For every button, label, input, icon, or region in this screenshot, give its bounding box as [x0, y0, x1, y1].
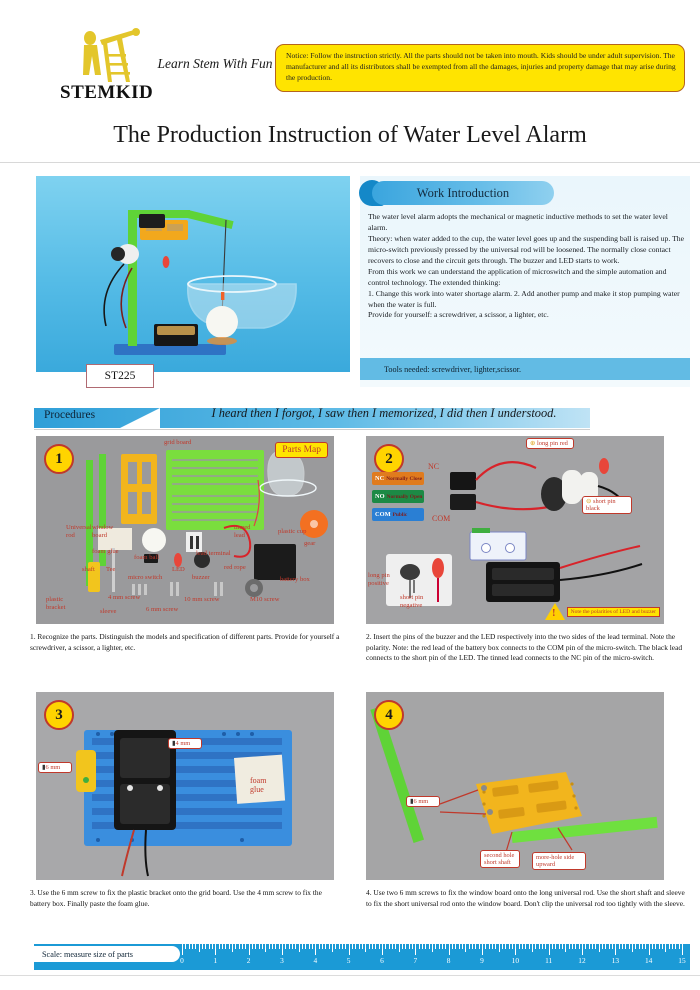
ruler-tick-minor — [609, 944, 610, 949]
ruler-tick-minor — [329, 944, 330, 949]
label-long-pin-red: ⊕ long pin red — [526, 438, 574, 449]
step-4-photo — [366, 692, 664, 880]
procedures-label: Procedures — [44, 409, 96, 421]
ruler-tick-minor — [342, 944, 343, 949]
ruler-tick-minor — [642, 944, 643, 949]
ruler-tick-major — [415, 944, 416, 955]
ruler-tick-minor — [239, 944, 240, 949]
step-2-number: 2 — [374, 444, 404, 474]
label-foam-ball: foam ball — [134, 554, 160, 561]
ruler-tick-major — [215, 944, 216, 955]
label-4mm-screw-step3-text: 4 mm — [175, 740, 191, 747]
ruler-tick-minor — [469, 944, 470, 949]
ruler-tick-minor — [225, 944, 226, 949]
ruler-tick-minor — [412, 944, 413, 949]
label-more-hole-side-upward: more-hole side upward — [532, 852, 586, 870]
ruler-tick-minor — [429, 944, 430, 949]
ruler-tick-minor — [385, 944, 386, 949]
ruler-tick-minor — [575, 944, 576, 949]
ruler-tick-label: 5 — [346, 956, 351, 965]
label-buzzer: buzzer — [192, 574, 210, 581]
ruler-tick-minor — [599, 944, 600, 952]
ruler-tick-minor — [502, 944, 503, 949]
ruler-tick-minor — [235, 944, 236, 949]
page-title: The Production Instruction of Water Level Alarm — [113, 122, 587, 148]
ruler-tick-minor — [532, 944, 533, 952]
step-3-caption: 3. Use the 6 mm screw to fix the plastic bracket onto the grid board. Use the 4 mm screw to fix the battery box. Finally paste the foam glue. — [30, 888, 322, 908]
ruler-tick-major — [182, 944, 183, 955]
ruler-tick-minor — [325, 944, 326, 949]
ruler-tick-label: 12 — [578, 956, 586, 965]
ruler-tick-minor — [409, 944, 410, 949]
ruler-tick-minor — [425, 944, 426, 949]
chip-no-text: Normally Open — [386, 493, 423, 500]
label-second-hole-short-shaft: second hole short shaft — [480, 850, 520, 868]
label-6mm-screw-step4-text: 6 mm — [413, 798, 429, 805]
ruler-tick-minor — [435, 944, 436, 949]
ruler-tick-minor — [365, 944, 366, 952]
ruler-tick-major — [549, 944, 550, 955]
ruler-tick-minor — [472, 944, 473, 949]
ruler-tick-minor — [612, 944, 613, 949]
ruler-tick-minor — [355, 944, 356, 949]
step-3-number: 3 — [44, 700, 74, 730]
ruler-tick-minor — [492, 944, 493, 949]
ruler-tick-minor — [265, 944, 266, 952]
ruler-tick-minor — [262, 944, 263, 949]
label-plastic-bracket: plastic bracket — [46, 596, 66, 611]
ruler-tick-minor — [299, 944, 300, 952]
chip-nc-text: Normally Close — [386, 475, 423, 482]
intro-paragraph-3: From this work we can understand the application of microswitch and the simple automation and control technology. The extended thinking: — [368, 266, 667, 287]
ruler-tick-minor — [309, 944, 310, 949]
ruler-tick-minor — [375, 944, 376, 949]
ruler-tick-major — [482, 944, 483, 955]
label-com-wire: COM — [432, 514, 451, 523]
ruler-tick-major — [649, 944, 650, 955]
ruler-tick-label: 2 — [246, 956, 251, 965]
label-6mm-screw-step4: ▮6 mm — [406, 796, 440, 807]
ruler-tick-minor — [359, 944, 360, 949]
ruler-tick-major — [282, 944, 283, 955]
warning-triangle-icon — [545, 603, 565, 620]
ruler-tick-minor — [272, 944, 273, 949]
chip-com — [372, 508, 424, 521]
ruler-tick-minor — [512, 944, 513, 949]
intro-paragraph-2: Theory: when water added to the cup, the water level goes up and the suspending ball is raised up. The micro-switch previously pressed by the universal rod will be loosened. The normally close contact recovers to close and the circuit gets through. The buzzer and LED starts to work. — [368, 233, 685, 265]
ruler-tick-minor — [245, 944, 246, 949]
ruler-tick-minor — [269, 944, 270, 949]
label-6mm-screw-step3: ▮6 mm — [38, 762, 72, 773]
ruler-tick-minor — [219, 944, 220, 949]
ruler-tick-minor — [665, 944, 666, 952]
ruler-tick-minor — [335, 944, 336, 949]
ruler-tick-minor — [679, 944, 680, 949]
label-grid-board: grid board — [164, 439, 192, 446]
ruler-tick-label: 10 — [511, 956, 520, 965]
ruler-tick-minor — [195, 944, 196, 949]
ruler-tick-minor — [645, 944, 646, 949]
model-code-badge: ST225 — [86, 364, 154, 388]
procedures-divider — [34, 429, 590, 430]
ruler-tick-minor — [242, 944, 243, 949]
label-lead-terminal: lead terminal — [196, 550, 231, 557]
telescope-observer-icon — [70, 26, 156, 84]
ruler-tick-major — [515, 944, 516, 955]
header-divider — [0, 162, 700, 163]
label-led: LED — [172, 566, 185, 573]
ruler-tick-minor — [632, 944, 633, 952]
label-foam-glue: foam glue — [92, 548, 119, 555]
ruler-tick-label: 1 — [213, 956, 218, 965]
step-2-photo — [366, 436, 664, 624]
ruler-tick-minor — [302, 944, 303, 949]
label-foam-glue-step3: foam glue — [250, 776, 267, 795]
ruler-tick-minor — [655, 944, 656, 949]
ruler-tick-minor — [585, 944, 586, 949]
ruler-tick-minor — [672, 944, 673, 949]
work-introduction-heading: Work Introduction — [372, 181, 554, 205]
ruler-tick-minor — [199, 944, 200, 952]
ruler-tick-minor — [222, 944, 223, 949]
step-1-photo — [36, 436, 334, 624]
chip-no — [372, 490, 424, 503]
ruler-tick-minor — [535, 944, 536, 949]
ruler-tick-minor — [659, 944, 660, 949]
ruler-tick-minor — [445, 944, 446, 949]
label-short-pin-black: ⊖ short pin black — [582, 496, 632, 514]
ruler-tick-minor — [292, 944, 293, 949]
ruler-tick-minor — [569, 944, 570, 949]
label-6mm-screw-step3-text: 6 mm — [45, 764, 61, 771]
ruler-tick-minor — [675, 944, 676, 949]
ruler-tick-minor — [339, 944, 340, 949]
ruler-tick-minor — [542, 944, 543, 949]
ruler-tick-major — [315, 944, 316, 955]
ruler-tick-label: 3 — [280, 956, 284, 965]
ruler-tick-minor — [185, 944, 186, 949]
ruler-tick-minor — [462, 944, 463, 949]
ruler-tick-minor — [559, 944, 560, 949]
step-2-caption: 2. Insert the pins of the buzzer and the LED respectively into the two sides of the lead terminal. Note the polarity. Note: the red lead of the battery box connects to the COM pin of the micro-switch. The black lead connects to the short pin of the LED. The tinned lead connects to the NC pin of the micro-switch. — [366, 632, 683, 663]
ruler-tick-minor — [319, 944, 320, 949]
ruler-tick-minor — [389, 944, 390, 949]
ruler-tick-label: 4 — [313, 956, 318, 965]
ruler-tick-minor — [652, 944, 653, 949]
ruler-tick-minor — [295, 944, 296, 949]
ruler-tick-minor — [402, 944, 403, 949]
ruler-tick-minor — [465, 944, 466, 952]
label-tinned-lead: tinned lead — [234, 524, 251, 539]
ruler-tick-minor — [602, 944, 603, 949]
label-sleeve: sleeve — [100, 608, 117, 615]
ruler-tick-minor — [395, 944, 396, 949]
tools-needed-bar: Tools needed: screwdriver, lighter,scissor. — [360, 358, 690, 380]
ruler-tick-minor — [592, 944, 593, 949]
ruler-tick-minor — [369, 944, 370, 949]
label-window-board: window board — [92, 524, 114, 539]
intro-paragraph-4: 1. Change this work into water shortage alarm. 2. Add another pump and make it stop pumping water when the water is full. — [368, 288, 680, 309]
ruler-tick-major — [249, 944, 250, 955]
ruler-tick-minor — [639, 944, 640, 949]
chip-com-code: COM — [375, 511, 391, 518]
ruler-tick-minor — [499, 944, 500, 952]
label-long-pin-positive: long pin positive — [368, 572, 390, 587]
ruler-tick-minor — [459, 944, 460, 949]
intro-paragraph-5: Provide for yourself: a screwdriver, a scissor, a lighter, etc. — [368, 310, 549, 320]
step-4-caption: 4. Use two 6 mm screws to fix the window board onto the long universal rod. Use the short shaft and sleeve to fix the short universal rod onto the window board. Don't clip the universal rod too tightly with the sleeve. — [366, 888, 685, 908]
ruler-tick-label: 13 — [611, 956, 620, 965]
ruler-tick-minor — [522, 944, 523, 949]
ruler-tick-minor — [252, 944, 253, 949]
ruler-tick-minor — [565, 944, 566, 952]
water-level-alarm-illustration — [36, 176, 350, 372]
label-universal-rod: Universal rod — [66, 524, 92, 539]
intro-paragraph-1: The water level alarm adopts the mechanical or magnetic inductive methods to set the water level alarm. — [368, 212, 668, 232]
ruler-tick-label: 7 — [413, 956, 418, 965]
ruler-tick-major — [382, 944, 383, 955]
safety-notice — [275, 44, 685, 92]
ruler-tick-minor — [192, 944, 193, 949]
label-plastic-cup: plastic cup — [278, 528, 307, 535]
ruler-tick-minor — [495, 944, 496, 949]
ruler-tick-label: 6 — [380, 956, 384, 965]
hero-product-photo — [36, 176, 350, 382]
label-short-pin-black-text: short pin black — [586, 498, 616, 513]
ruler-tick-minor — [212, 944, 213, 949]
ruler-tick-major — [349, 944, 350, 955]
ruler-tick-minor — [322, 944, 323, 949]
ruler-tick-minor — [509, 944, 510, 949]
label-10mm-screw: 10 mm screw — [184, 596, 220, 603]
ruler-tick-minor — [439, 944, 440, 949]
ruler-tick-minor — [619, 944, 620, 949]
ruler-tick-minor — [275, 944, 276, 949]
ruler-tick-minor — [629, 944, 630, 949]
ruler-tick-label: 15 — [678, 956, 686, 965]
ruler-tick-minor — [279, 944, 280, 949]
ruler-tick-minor — [229, 944, 230, 949]
label-shaft: shaft — [82, 566, 95, 573]
label-long-pin-red-text: long pin red — [536, 440, 568, 447]
ruler-tick-label: 8 — [446, 956, 451, 965]
work-introduction-body — [368, 212, 688, 321]
label-gear: gear — [304, 540, 316, 547]
ruler-tick-minor — [555, 944, 556, 949]
ruler-tick-minor — [305, 944, 306, 949]
scale-label: Scale: measure size of parts — [34, 946, 180, 962]
ruler-tick-minor — [432, 944, 433, 952]
ruler-tick-minor — [485, 944, 486, 949]
bracket-assembly-illustration — [36, 692, 334, 880]
footer-divider — [0, 975, 700, 976]
ruler-tick-minor — [455, 944, 456, 949]
ruler-tick-minor — [442, 944, 443, 949]
ruler-tick-minor — [392, 944, 393, 949]
label-nc-wire: NC — [428, 462, 440, 471]
ruler-tick-minor — [452, 944, 453, 949]
polarity-warning — [545, 603, 660, 620]
ruler-tick-minor — [519, 944, 520, 949]
chip-com-text: Public — [392, 511, 408, 518]
ruler-tick-label: 0 — [180, 956, 184, 965]
label-battery-box: battery box — [280, 576, 310, 583]
chip-nc — [372, 472, 424, 485]
ruler-tick-minor — [539, 944, 540, 949]
ruler-tick-minor — [352, 944, 353, 949]
parts-map-badge: Parts Map — [275, 442, 328, 458]
ruler-tick-minor — [552, 944, 553, 949]
label-tee: Tee — [106, 566, 116, 573]
ruler-tick-minor — [479, 944, 480, 949]
ruler-tick-major — [582, 944, 583, 955]
ruler-tick-minor — [595, 944, 596, 949]
ruler-tick-minor — [579, 944, 580, 949]
ruler-tick-minor — [405, 944, 406, 949]
ruler-tick-minor — [202, 944, 203, 949]
step-1-caption: 1. Recognize the parts. Distinguish the models and specification of different parts. Provide for yourself a screwdriver, a scissor, a lighter, etc. — [30, 632, 340, 652]
ruler-tick-minor — [562, 944, 563, 949]
ruler-tick-major — [682, 944, 683, 955]
ruler-tick-minor — [529, 944, 530, 949]
ruler-tick-minor — [379, 944, 380, 949]
ruler-tick-minor — [635, 944, 636, 949]
ruler-tick-minor — [475, 944, 476, 949]
polarity-warning-text: Note the polarities of LED and buzzer — [567, 607, 660, 617]
ruler-tick-minor — [622, 944, 623, 949]
step-4-number: 4 — [374, 700, 404, 730]
ruler-tick-minor — [332, 944, 333, 952]
ruler-tick-minor — [255, 944, 256, 949]
ruler-tick-minor — [422, 944, 423, 949]
page-header — [0, 0, 700, 112]
ruler-tick-minor — [362, 944, 363, 949]
step-1-number: 1 — [44, 444, 74, 474]
ruler-tick-minor — [399, 944, 400, 952]
ruler-tick-label: 14 — [644, 956, 653, 965]
ruler-tick-minor — [419, 944, 420, 949]
ruler-tick-minor — [605, 944, 606, 949]
label-6mm-screw: 6 mm screw — [146, 606, 179, 613]
ruler-tick-minor — [669, 944, 670, 949]
ruler-tick-minor — [625, 944, 626, 949]
ruler-tick-minor — [189, 944, 190, 949]
procedures-motto: I heard then I forgot, I saw then I memorized, I did then I understood. — [211, 406, 557, 420]
ruler-tick-label: 9 — [480, 956, 484, 965]
label-m10-screw: M10 screw — [250, 596, 280, 603]
ruler-tick-minor — [525, 944, 526, 949]
ruler-tick-major — [449, 944, 450, 955]
ruler-tick-minor — [505, 944, 506, 949]
label-short-pin-negative: short pin negative — [400, 594, 424, 609]
label-4mm-screw: 4 mm screw — [108, 594, 141, 601]
ruler-tick-minor — [312, 944, 313, 949]
brand-name: STEMKID — [60, 82, 154, 103]
chip-nc-code: NC — [375, 475, 385, 482]
ruler-tick-minor — [289, 944, 290, 949]
ruler-tick-minor — [589, 944, 590, 949]
ruler-tick-minor — [662, 944, 663, 949]
ruler-tick-label: 11 — [545, 956, 553, 965]
ruler-tick-minor — [285, 944, 286, 949]
ruler-tick-minor — [209, 944, 210, 949]
step-3-photo — [36, 692, 334, 880]
label-red-rope: red rope — [224, 564, 246, 571]
chip-no-code: NO — [375, 493, 385, 500]
ruler-tick-minor — [372, 944, 373, 949]
ruler-tick-minor — [232, 944, 233, 952]
brand-tagline: Learn Stem With Fun — [157, 56, 273, 71]
ruler-tick-minor — [259, 944, 260, 949]
ruler-tick-minor — [205, 944, 206, 949]
ruler-tick-minor — [345, 944, 346, 949]
ruler-tick-minor — [545, 944, 546, 949]
ruler-tick-minor — [572, 944, 573, 949]
ruler-tick-major — [615, 944, 616, 955]
label-4mm-screw-step3: ▮4 mm — [168, 738, 202, 749]
ruler-tick-minor — [489, 944, 490, 949]
label-micro-switch: micro switch — [128, 574, 163, 581]
safety-notice-text: Notice: Follow the instruction strictly. All the parts should not be taken into mouth. Kids should be under adult supervision. The manufacturer and all its distributors shall be exempted from all the damages, injuries and property damage that may arise during the production. — [286, 51, 676, 82]
